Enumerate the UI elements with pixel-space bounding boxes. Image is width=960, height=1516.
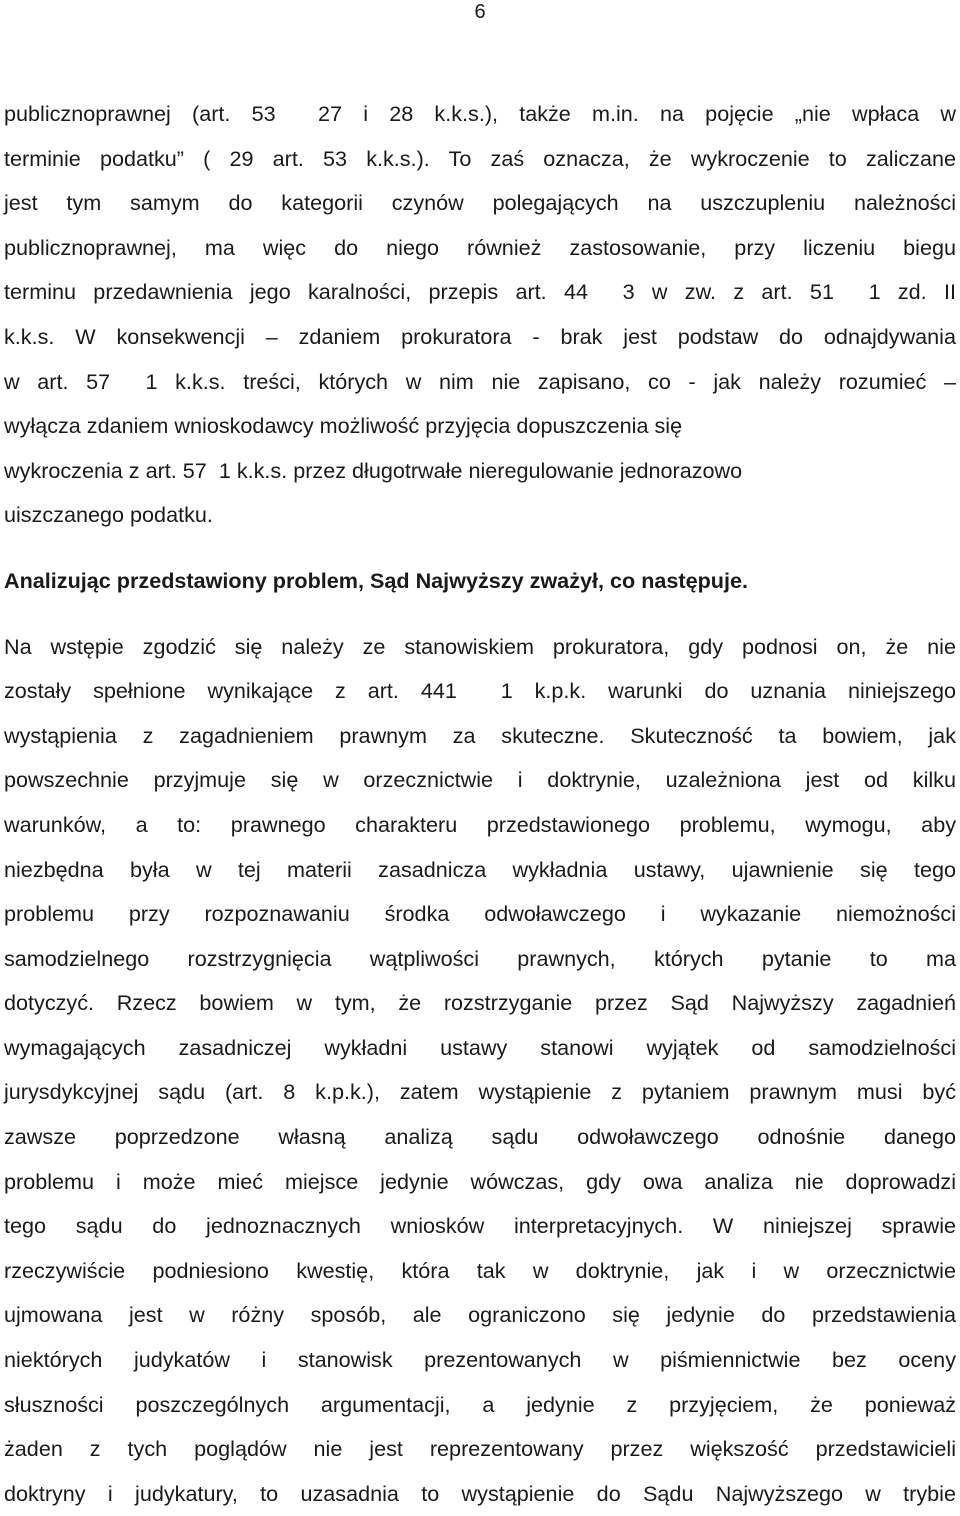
section-heading: Analizując przedstawiony problem, Sąd Najwyższy zważył, co następuje.: [4, 567, 748, 593]
text-line: wykroczenia z art. 57 1 k.k.s. przez długotrwałe nieregulowanie jednorazowo: [4, 457, 743, 483]
text-line: k.k.s. W konsekwencji – zdaniem prokuratora - brak jest podstaw do odnajdywania: [4, 323, 956, 349]
text-line: słuszności poszczególnych argumentacji, a jedynie z przyjęciem, że ponieważ: [4, 1391, 956, 1417]
text-line: doktryny i judykatury, to uzasadnia to wystąpienie do Sądu Najwyższego w trybie: [4, 1480, 956, 1506]
text-line: problemu przy rozpoznawaniu środka odwoławczego i wykazanie niemożności: [4, 901, 956, 927]
text-line: warunków, a to: prawnego charakteru przedstawionego problemu, wymogu, aby: [4, 811, 956, 837]
text-line: zostały spełnione wynikające z art. 441 1 k.p.k. warunki do uznania niniejszego: [4, 678, 956, 704]
document-body: [4, 92, 956, 1516]
text-line: samodzielnego rozstrzygnięcia wątpliwości prawnych, których pytanie to ma: [4, 945, 956, 971]
text-line: zawsze poprzedzone własną analizą sądu odwoławczego odnośnie danego: [4, 1124, 956, 1150]
text-line: jurysdykcyjnej sądu (art. 8 k.p.k.), zatem wystąpienie z pytaniem prawnym musi być: [4, 1079, 956, 1105]
text-line: uiszczanego podatku.: [4, 502, 213, 528]
text-line: rzeczywiście podniesiono kwestię, która tak w doktrynie, jak i w orzecznictwie: [4, 1257, 956, 1283]
text-line: żaden z tych poglądów nie jest reprezentowany przez większość przedstawicieli: [4, 1436, 956, 1462]
text-line: dotyczyć. Rzecz bowiem w tym, że rozstrzyganie przez Sąd Najwyższy zagadnień: [4, 990, 956, 1016]
text-line: publicznoprawnej (art. 53 27 i 28 k.k.s.), także m.in. na pojęcie „nie wpłaca w: [4, 101, 956, 126]
text-line: terminu przedawnienia jego karalności, przepis art. 44 3 w zw. z art. 51 1 zd. II: [4, 279, 956, 305]
text-line: jest tym samym do kategorii czynów polegających na uszczupleniu należności: [4, 190, 956, 216]
text-line: wymagających zasadniczej wykładni ustawy stanowi wyjątek od samodzielności: [4, 1034, 956, 1060]
text-line: ujmowana jest w różny sposób, ale ograniczono się jedynie do przedstawienia: [4, 1302, 956, 1328]
text-line: problemu i może mieć miejsce jedynie wówczas, gdy owa analiza nie doprowadzi: [4, 1168, 956, 1194]
page-number: 6: [474, 1, 486, 23]
text-line: w art. 57 1 k.k.s. treści, których w nim nie zapisano, co - jak należy rozumieć –: [4, 368, 956, 394]
text-line: publicznoprawnej, ma więc do niego również zastosowanie, przy liczeniu biegu: [4, 234, 956, 260]
paragraph-gap: [4, 604, 956, 625]
text-line: niezbędna była w tej materii zasadnicza wykładnia ustawy, ujawnienie się tego: [4, 856, 956, 882]
text-line: tego sądu do jednoznacznych wniosków interpretacyjnych. W niniejszej sprawie: [4, 1213, 956, 1239]
text-line: Na wstępie zgodzić się należy ze stanowiskiem prokuratora, gdy podnosi on, że nie: [4, 633, 956, 659]
text-line: powszechnie przyjmuje się w orzecznictwie i doktrynie, uzależniona jest od kilku: [4, 767, 956, 793]
paragraph-gap: [4, 538, 956, 559]
text-line: wyłącza zdaniem wnioskodawcy możliwość przyjęcia dopuszczenia się: [4, 413, 683, 439]
text-line: terminie podatku” ( 29 art. 53 k.k.s.). To zaś oznacza, że wykroczenie to zaliczane: [4, 145, 956, 171]
text-line: niektórych judykatów i stanowisk prezentowanych w piśmiennictwie bez oceny: [4, 1347, 956, 1373]
text-line: wystąpienia z zagadnieniem prawnym za skuteczne. Skuteczność ta bowiem, jak: [4, 722, 956, 748]
